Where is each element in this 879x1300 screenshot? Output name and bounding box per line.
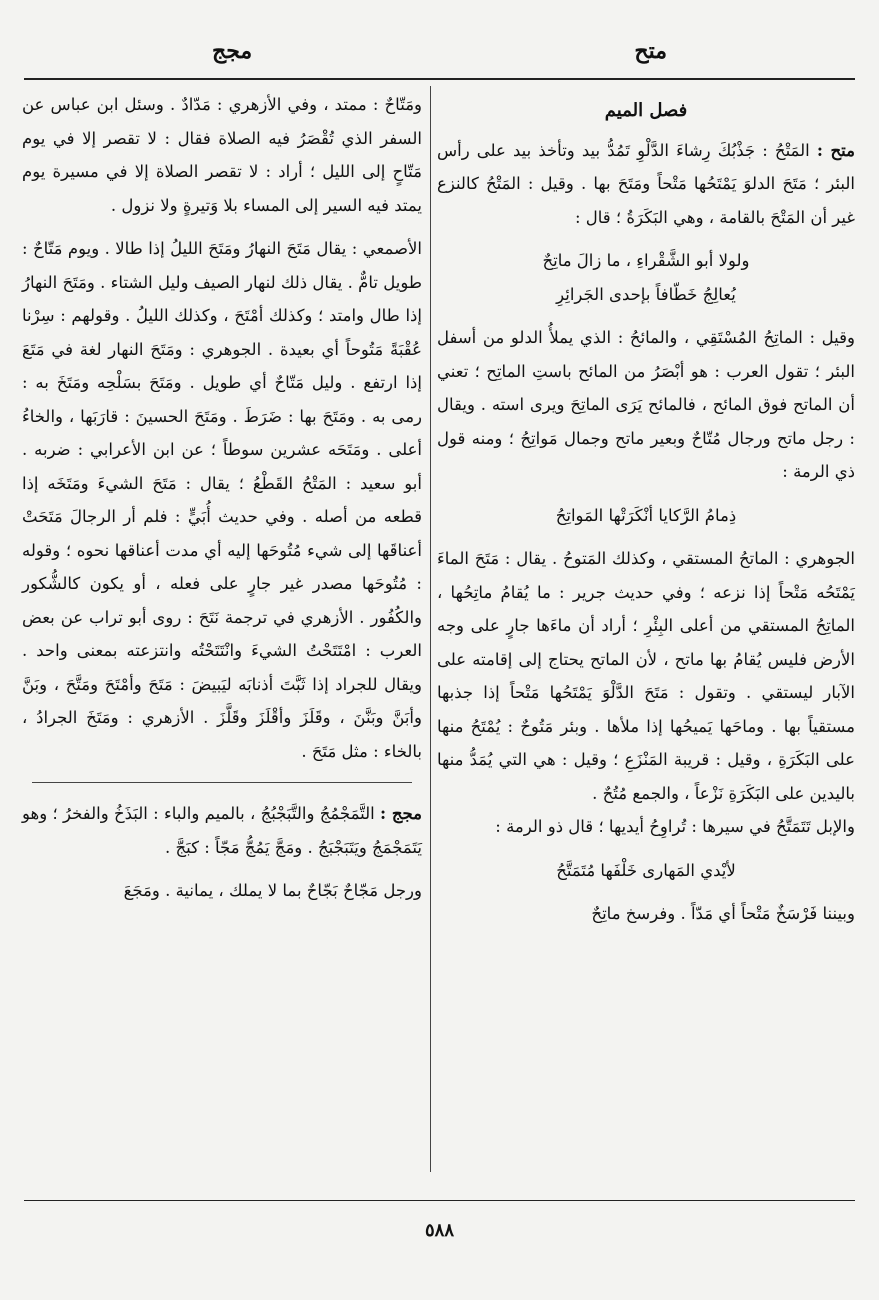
paragraph: وقيل : الماتِحُ المُسْتَقِي ، والمائحُ : الذي يملأُ الدلو من أسفل البئر ؛ تقول العرب : هو أبْصَرُ من المائح باستِ الماتِح ؛ تعني أن الماتح فوق المائح ، فالمائح يَرَى الماتِحَ ويرى استه . ويقال : رجل ماتح ورجال مُتّاحٌ وبعير ماتح وجمال مَواتِحُ ؛ ومنه قول ذي الرمة : <box>437 328 855 481</box>
paragraph: الجوهري : الماتحُ المستقي ، وكذلك المَتوحُ . يقال : مَتَحَ الماءَ يَمْتَحُه مَتْحاً إذا نزعه ؛ وفي حديث جرير : ما يُقامُ ماتِحُها ، الماتِحُ المستقي من أعلى البِئْرِ ؛ أراد أن ماءَها جارٍ على وجه الأرض فليس يُقامُ بها ماتح ، لأن الماتح يحتاج إلى إقامته على الآبار ليستقي . وتقول : مَتَحَ الدَّلْوَ يَمْتَحُها مَتْحاً إذا جذبها مستقياً بها . وماحَها يَميحُها إذا ملأها . وبئر مَتُوحٌ : يُمْتَحُ منها على البَكَرَةِ ، وقيل : قريبة المَنْزَعِ ؛ وقيل : هي التي يُمَدُّ منها باليدين على البَكَرَةِ نَزْعاً ، والجمع مُتُحٌ . <box>437 549 855 803</box>
page-number: ٥٨٨ <box>424 1220 454 1241</box>
verse-1-line-a: ولولا أبو الشَّقْراءِ ، ما زالَ ماتِحٌ <box>542 251 750 270</box>
entry-separator <box>32 782 412 783</box>
verse-3: لأيْدي المَهارى خَلْفَها مُتَمَتَّحُ <box>556 860 736 880</box>
entry-matah <box>437 134 855 235</box>
entry-headword: متح : <box>816 140 855 160</box>
header-keyword-left: مجج <box>212 38 253 64</box>
verse-1 <box>437 244 855 311</box>
column-divider <box>430 86 431 1172</box>
paragraph: الأصمعي : يقال مَتَحَ النهارُ ومَتَحَ الليلُ إذا طالا . ويوم مَتّاحٌ : طويل تامٌّ . يقال ذلك لنهار الصيف وليل الشتاء . ومَتَحَ النهارُ إذا طال وامتد ؛ وكذلك أمْتَحَ ، وكذلك الليلُ . وقولهم : سِرْنا عُقْبَةً مَتُوحاً أي بعيدة . الجوهري : ومَتَحَ النهار لغة في مَتَعَ إذا ارتفع . وليل مَتّاحٌ أي طويل . ومَتَحَ بسَلْحِه ومَتَخَ به : رمى به . ومَتَحَ بها : ضَرَطَ . ومَتَحَ الحسينَ : قارَبَها ، والخاءُ أعلى . ومَتَحَه عشرين سوطاً ؛ عن ابن الأعرابي : ضربه . أبو سعيد : المَتْحُ القَطْعُ ؛ يقال : مَتَحَ الشيءَ ومَتَخَه إذا قطعه من أصله . وفي حديث أُبَيٍّ : فلم أر الرجالَ مَتَحَتْ أعناقَها إلى شيء مُتُوحَها إليه أي مدت أعناقها نحوه ؛ وقوله : مُتُوحَها مصدر غير جارٍ على فعله ، أو يكون كالشُّكور والكُفُور . الأزهري في ترجمة نَتَحَ : روى أبو تراب عن بعض العرب : امْتَتَحْتُ الشيءَ وانْتَتَحْتُه وانتزعته بمعنى واحد . ويقال للجراد إذا ثَبَّتَ أذنابَه ليَبيضَ : مَتَحَ وأمْتَحَ ومَتَّحَ ، وبَنَّ وأبَنَّ وبَنَّنَ ، وقَلَزَ وأقْلَزَ وقَلَّزَ . الأزهري : ومَتَخَ الجرادُ ، بالخاء : مثل مَتَحَ . <box>22 239 423 761</box>
paragraph: وبيننا فَرْسَخٌ مَتْحاً أي مَدّاً . وفرسخ ماتِحٌ <box>591 904 855 923</box>
page-header <box>0 38 879 78</box>
paragraph: والإبل تَتَمَتَّحُ في سيرها : تُراوِحُ أيديها ؛ قال ذو الرمة : <box>495 817 855 836</box>
paragraph: ومَتّاحٌ : ممتد ، وفي الأزهري : مَدّادٌ . وسئل ابن عباس عن السفر الذي تُقْصَرُ فيه الصلاة فقال : لا تقصر إلا في يوم مَتّاحٍ إلى الليل ؛ أراد : لا تقصر الصلاة إلا في مسيرة يوم يمتد فيه السير إلى المساء بلا وَتيرةٍ ولا نزول . <box>22 95 422 215</box>
entry-text: المَتْحُ : جَذْبُكَ رِشاءَ الدَّلْوِ تَمُدُّ بيد وتأخذ بيد على رأس البئر ؛ مَتَحَ الدلوَ يَمْتَحُها مَتْحاً ومَتَحَ بها . وقيل : المَتْحُ كالنزع غير أن المَتْحَ بالقامة ، وهي البَكَرَةُ ؛ قال : <box>437 140 855 227</box>
left-column <box>22 88 422 908</box>
bottom-rule <box>24 1200 855 1201</box>
verse-2: ذِمامُ الرَّكايا أنْكَرَتْها المَواتِحُ <box>555 505 737 525</box>
header-keyword-right: متح <box>634 38 667 64</box>
entry-headword: مجج : <box>379 804 422 823</box>
entry-majaj <box>22 797 422 864</box>
entry-text: التَّمَجْمُجُ والتَّبَجْبُجُ ، بالميم والباء : البَذَخُ والفخرُ ؛ وهو يَتَمَجْمَجُ ويَتَبَجْبَجُ . ومَجَّ يَمُجُّ مَجّاً : كبَجَّ . <box>22 804 422 857</box>
right-column <box>437 88 855 931</box>
section-title: فصل الميم <box>604 100 688 121</box>
paragraph: ورجل مَجّاحٌ بَجّاحٌ بما لا يملك ، يمانية . ومَجَعَ <box>123 881 422 900</box>
top-rule <box>24 78 855 80</box>
verse-1-line-b: يُعالِجُ خَطّافاً بإحدى الجَرائِرِ <box>556 284 736 304</box>
